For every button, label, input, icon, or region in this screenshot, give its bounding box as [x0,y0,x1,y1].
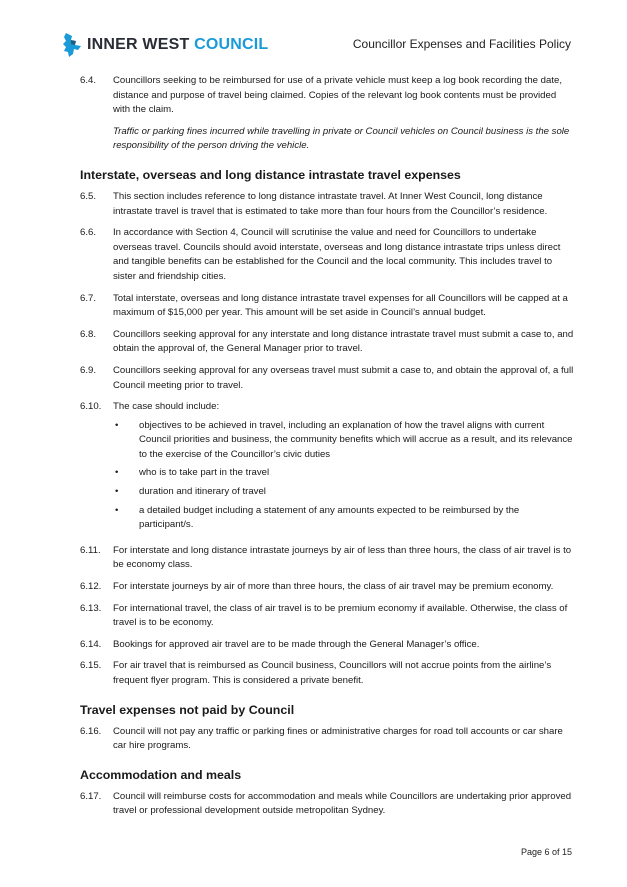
list-item-text: who is to take part in the travel [139,467,270,479]
clause-number: 6.13. [80,602,102,614]
clause-6-5 [80,190,575,219]
clause-number: 6.5. [80,190,97,202]
clause-number: 6.7. [80,292,97,304]
clause-6-17 [80,790,575,819]
clause-number: 6.10. [80,401,102,413]
section-heading-travel-expenses-not-paid: Travel expenses not paid by Council [80,702,295,717]
list-item [113,419,575,463]
logo-word-council: COUNCIL [194,36,269,53]
bullet-list [113,419,575,533]
clause-note: Traffic or parking fines incurred while travelling in private or Council vehicles on Council business is the sole responsibility of the person driving the vehicle. [113,125,570,152]
clause-number: 6.4. [80,75,97,86]
clause-text: This section includes reference to long distance intrastate travel. At Inner West Council, long distance intrastate travel is travel that is estimated to take more than four hours from the Councillor’s residence. [113,190,548,217]
list-item [113,485,575,500]
logo-word-inner-west: INNER WEST [87,36,190,53]
list-item [113,466,575,481]
clause-text: Council will not pay any traffic or parking fines or administrative charges for road toll accounts or car share car hire programs. [113,725,563,752]
bullet-icon: • [115,504,119,516]
clause-text: Councillors seeking approval for any overseas travel must submit a case to, and obtain the approval of, a full Council meeting prior to travel. [113,364,574,391]
clause-number: 6.16. [80,725,102,737]
clause-6-7 [80,292,575,321]
clause-text: For interstate journeys by air of more than three hours, the class of air travel may be premium economy. [113,581,554,593]
clause-6-11 [80,544,575,573]
page-content [80,74,575,826]
bullet-icon: • [115,419,119,431]
bullet-icon: • [115,486,119,498]
section-heading-accommodation-meals: Accommodation and meals [80,767,242,782]
clause-6-13 [80,602,575,631]
clause-text: For international travel, the class of air travel is to be premium economy if available. Otherwise, the class of travel is to be economy. [113,602,568,629]
clause-text: Bookings for approved air travel are to be made through the General Manager’s office. [113,638,480,650]
clause-6-6 [80,226,575,284]
clause-6-16 [80,725,575,754]
document-title: Councillor Expenses and Facilities Policy [352,37,571,51]
clause-text: In accordance with Section 4, Council will scrutinise the value and need for Councillors to undertake overseas travel. Councils should avoid interstate, overseas and long distance intrastate trips unless direct and tangible benefits can be established for the Council and the local community. This includes travel to sister and friendship cities. [113,227,561,282]
clause-6-9 [80,364,575,393]
clause-text: Council will reimburse costs for accommodation and meals while Councillors are undertaking prior approved travel or professional development outside metropolitan Sydney. [113,790,572,817]
bullet-icon: • [115,467,119,479]
clause-6-12 [80,580,575,595]
section-heading-interstate-travel: Interstate, overseas and long distance intrastate travel expenses [80,167,461,182]
clause-number: 6.8. [80,328,97,340]
list-item-text: duration and itinerary of travel [139,486,266,498]
clause-text: Total interstate, overseas and long distance intrastate travel expenses for all Councillors will be capped at a maximum of $15,000 per year. This amount will be set aside in Council’s annual budget. [113,292,568,319]
clause-6-14 [80,638,575,653]
list-item-text: a detailed budget including a statement of any amounts expected to be reimbursed by the participant/s. [139,504,520,531]
clause-6-10 [80,400,575,537]
clause-number: 6.12. [80,581,102,593]
clause-number: 6.14. [80,638,102,650]
clause-text: Councillors seeking to be reimbursed for use of a private vehicle must keep a log book recording the date, distance and purpose of travel being claimed. Copies of the relevant log book contents must be provided with the claim. [113,75,563,116]
clause-number: 6.6. [80,227,97,239]
list-item [113,504,575,533]
clause-text: The case should include: [113,401,220,413]
clause-text: For air travel that is reimbursed as Council business, Councillors will not accrue points from the airline’s frequent flyer program. This is considered a private benefit. [113,660,552,686]
clause-text: For interstate and long distance intrastate journeys by air of less than three hours, the class of air travel is to be economy class. [113,544,572,571]
clause-number: 6.15. [80,660,102,672]
page-header [0,0,627,70]
clause-number: 6.17. [80,790,102,802]
list-item-text: objectives to be achieved in travel, including an explanation of how the travel aligns with current Council priorities and business, the community benefits which will accrue as a result, and its relevance to the exercise of the Councillor’s civic duties [139,419,573,460]
clause-6-15 [80,659,575,688]
logo-wordmark [87,36,268,54]
clause-6-8 [80,328,575,357]
clause-number: 6.11. [80,544,101,556]
clause-text: Councillors seeking approval for any interstate and long distance intrastate travel must submit a case to, and obtain the approval of, the General Manager prior to travel. [113,328,574,355]
page-number: Page 6 of 15 [520,847,572,857]
council-emblem-icon [62,32,84,58]
clause-6-4 [80,74,575,118]
clause-number: 6.9. [80,364,97,376]
clause-body [113,400,575,537]
council-logo [62,32,268,58]
